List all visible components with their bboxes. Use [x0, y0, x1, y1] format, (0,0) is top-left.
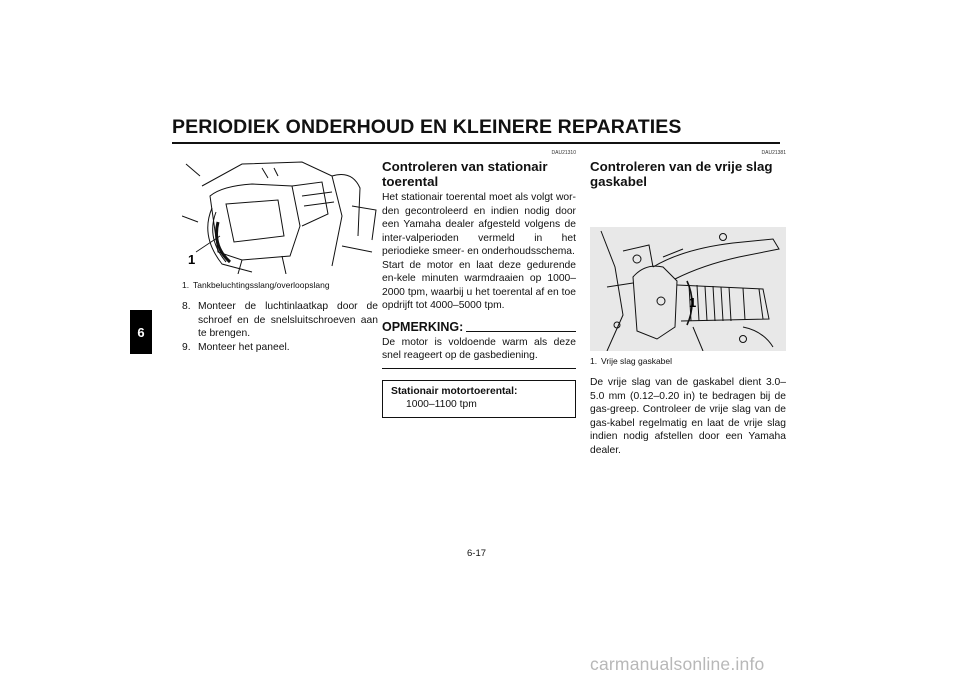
throttle-grip-illustration	[590, 227, 786, 351]
throttle-grip-figure	[590, 227, 786, 351]
note-heading: OPMERKING:	[382, 321, 576, 334]
spec-box	[382, 380, 576, 418]
right-column	[590, 150, 786, 457]
page-number: 6-17	[467, 548, 487, 559]
spec-label: Stationair motortoerental:	[391, 385, 518, 397]
middle-column	[382, 150, 576, 418]
step-item: 8. Monteer de luchtinlaatkap door de schroef en de snelsluitschroeven aan te brengen.	[182, 301, 378, 340]
paragraph: Start de motor en laat deze gedurende en-kele minuten warmdraaien op 1000–2000 tpm, waarbij u het toerental af en toe opdrijft tot 4000–5000 tpm.	[382, 259, 576, 311]
figure-caption: 1. Vrije slag gaskabel	[590, 356, 673, 366]
section-title: Controleren van stationair toerental	[382, 159, 548, 189]
step-item: 9. Monteer het paneel.	[182, 341, 290, 353]
header-rule	[172, 142, 780, 144]
engine-hose-figure	[182, 156, 378, 274]
note-text: De motor is voldoende warm als deze snel reageert op de gasbediening.	[382, 336, 576, 369]
left-column	[182, 150, 378, 354]
section-code: DAU21381	[761, 150, 786, 156]
figure-caption: 1. Tankbeluchtingsslang/overloopslang	[182, 280, 330, 290]
paragraph: Het stationair toerental moet als volgt wor-den gecontroleerd en indien nodig door een Yamaha dealer afgesteld volgens de inter-valperioden vermeld in het periodieke smeer- en onderhoudsschema.	[382, 192, 576, 257]
section-title: Controleren van de vrije slag gaskabel	[590, 159, 773, 189]
section-code: DAU21310	[551, 150, 576, 156]
paragraph: De vrije slag van de gaskabel dient 3.0–5.0 mm (0.12–0.20 in) te bedragen bij de gas-greep. Controleer de vrije slag van de gas-kabel regelmatig en laat de vrije slag indien nodig afstellen door een Yamaha dealer.	[590, 377, 786, 456]
figure-callout: 1	[689, 295, 697, 310]
spec-value: 1000–1100 tpm	[406, 398, 477, 410]
page-header-title: PERIODIEK ONDERHOUD EN KLEINERE REPARATIES	[172, 116, 682, 138]
chapter-tab: 6	[130, 310, 152, 354]
engine-hose-illustration	[182, 156, 378, 274]
figure-callout: 1	[188, 252, 196, 267]
watermark: carmanualsonline.info	[590, 654, 765, 674]
steps-list	[182, 300, 378, 354]
